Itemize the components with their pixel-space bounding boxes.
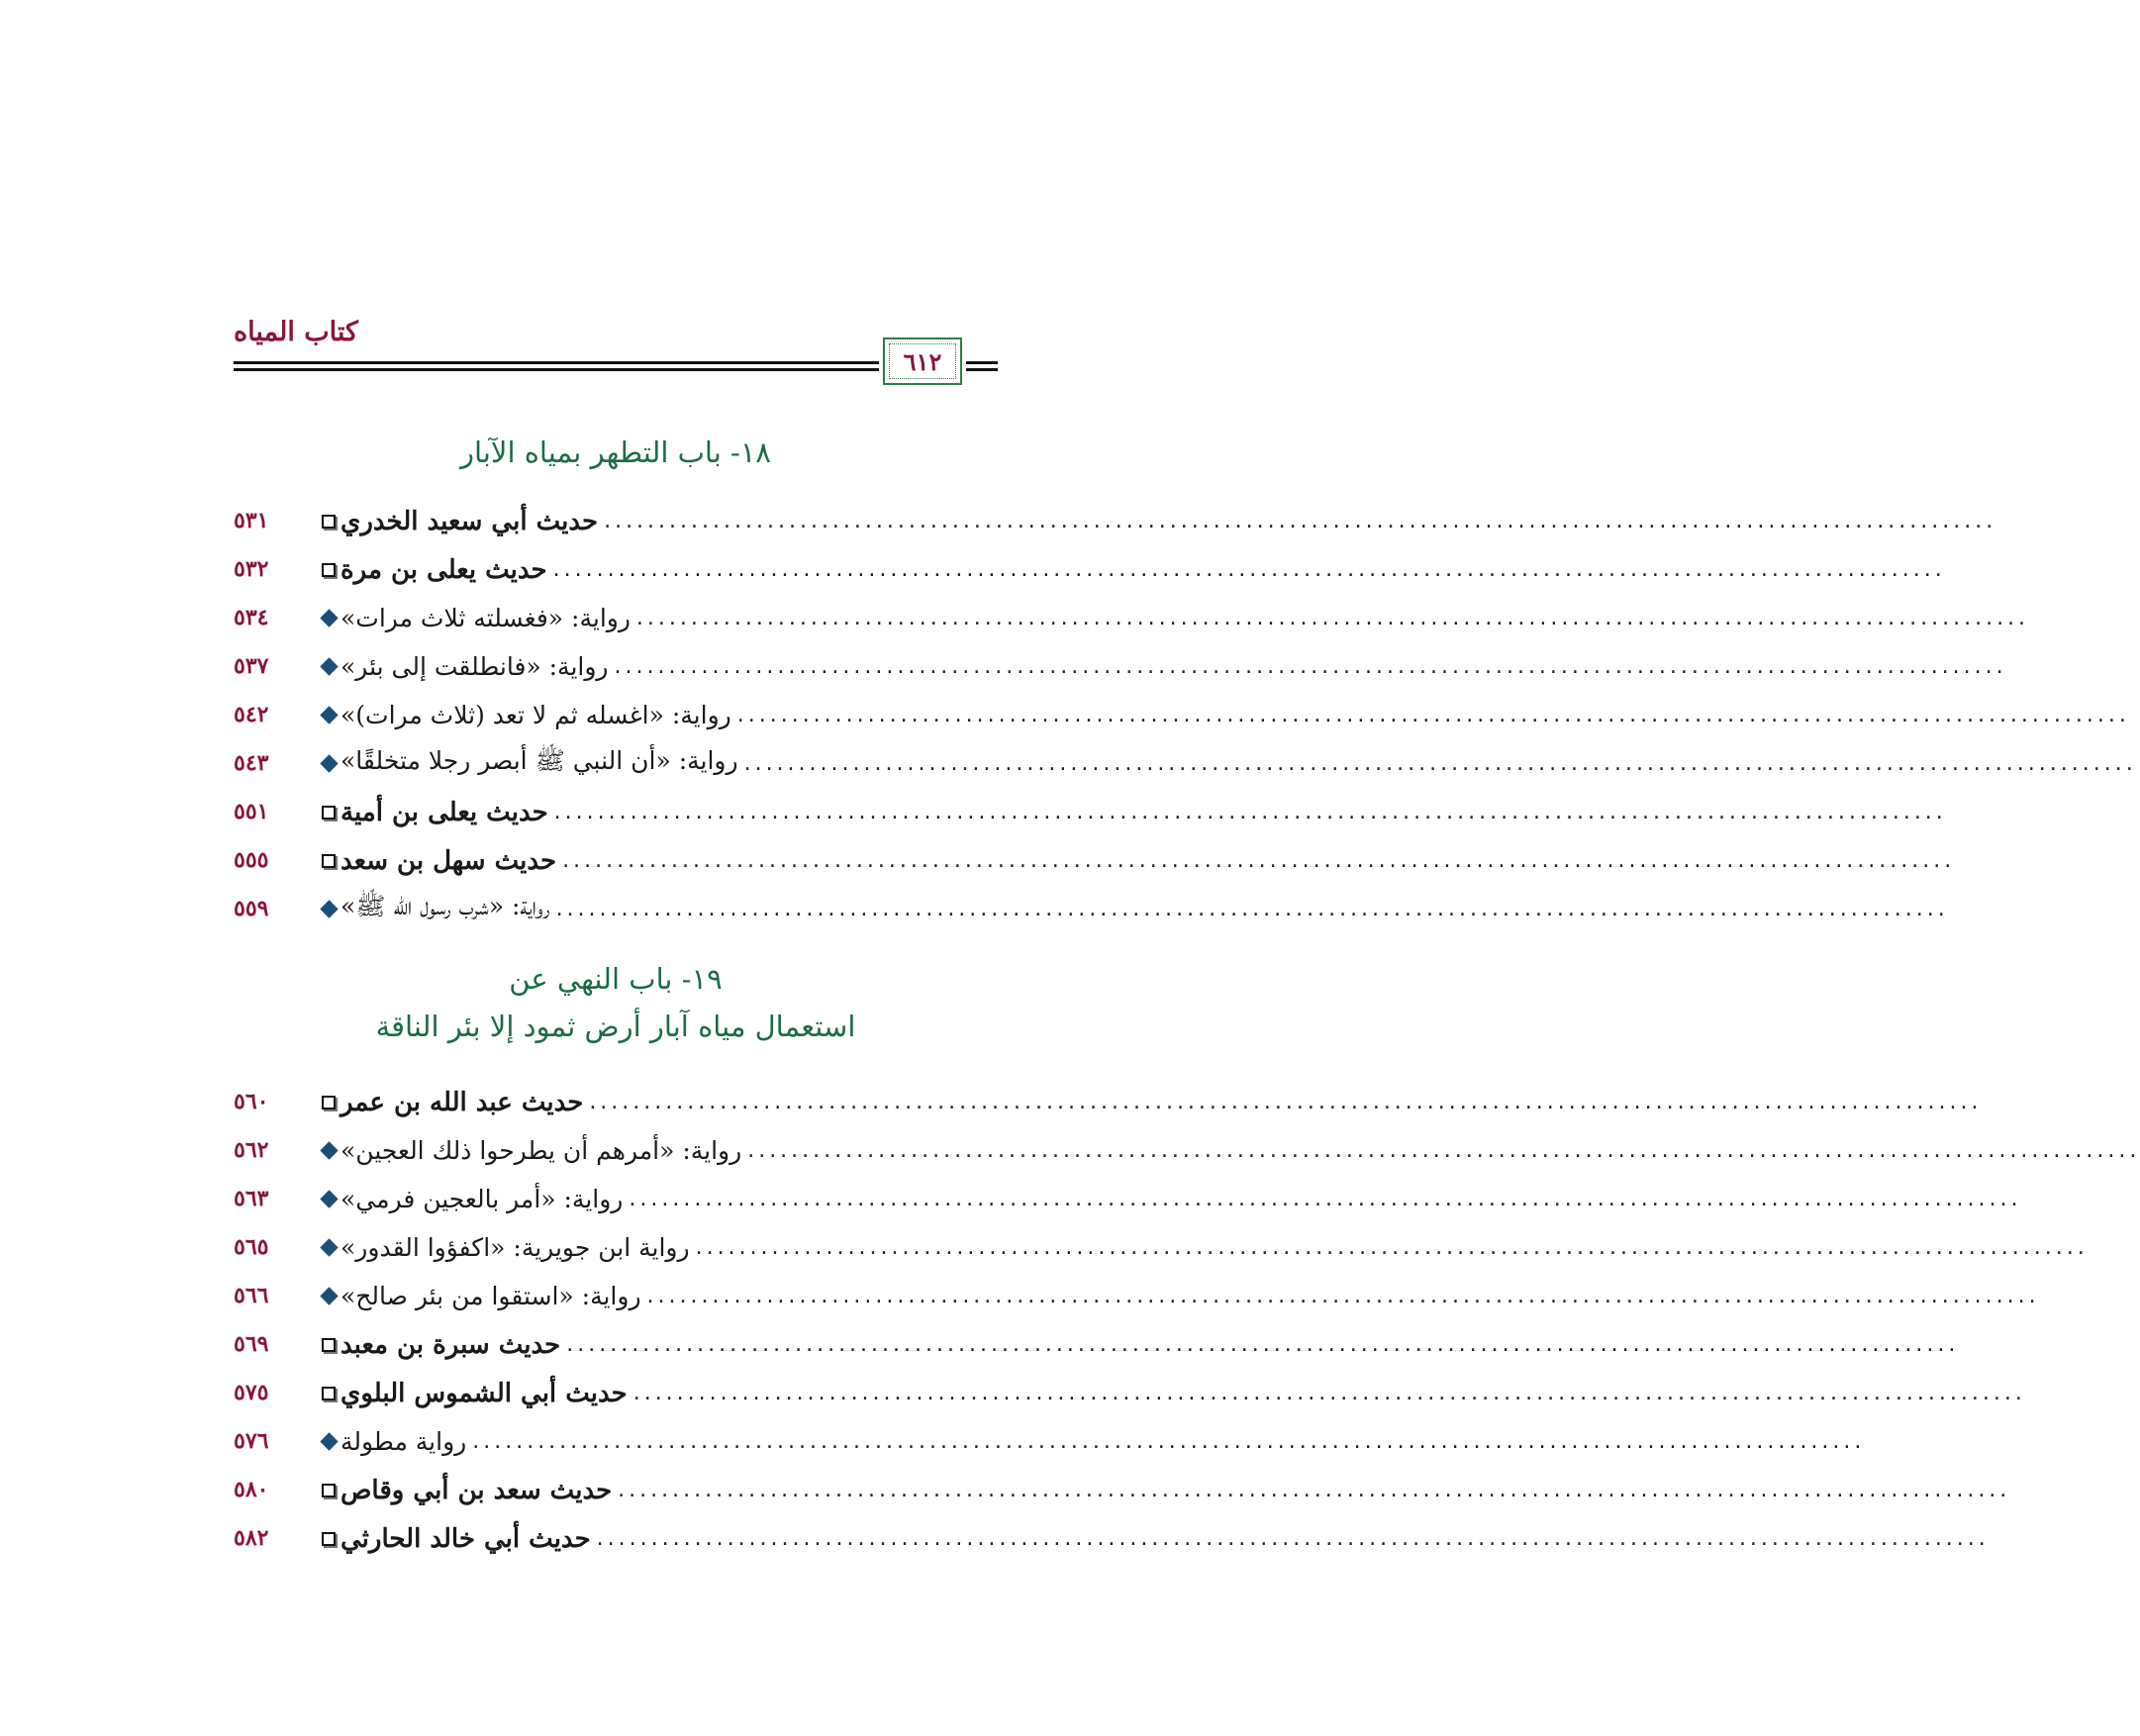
page-number-frame: [883, 338, 962, 385]
dot-leader: ................................................................................................................................: [743, 751, 2137, 776]
entry-text: [307, 836, 1956, 885]
dot-leader: ................................................................................................................................: [747, 1138, 2140, 1163]
toc-section-18: [234, 497, 2137, 933]
entry-text: [307, 1223, 2089, 1272]
entry-text: [307, 594, 2030, 642]
toc-entry: [234, 739, 2137, 788]
entry-text: [307, 1175, 2022, 1223]
toc-entry: [234, 642, 2007, 691]
riwaya-text: رواية: «أمرهم أن يطرحوا ذلك العجين»: [340, 1136, 742, 1165]
hadith-title: حديث سهل بن سعد: [340, 845, 557, 876]
toc-entry: [234, 1223, 2089, 1272]
entry-text: [307, 1466, 2011, 1514]
entry-page-number: ٥٥٩: [234, 896, 269, 921]
dot-leader: ................................................................................................................................: [614, 654, 2007, 679]
riwaya-text: رواية: «شرب رسول الله ﷺ»: [340, 892, 550, 920]
entry-text: [307, 545, 1946, 594]
dot-leader: ................................................................................................................................: [629, 1187, 2022, 1211]
dot-leader: ................................................................................................................................: [635, 606, 2030, 630]
entry-page-number: ٥٦٥: [234, 1234, 269, 1260]
dot-leader: ................................................................................................................................: [562, 848, 1956, 873]
hadith-title: حديث أبي خالد الحارثي: [340, 1523, 591, 1554]
toc-entry: [234, 836, 1956, 885]
dot-leader: ................................................................................................................................: [736, 703, 2130, 727]
entry-text: [307, 739, 2137, 788]
hadith-title: حديث أبي سعيد الخدري: [340, 506, 599, 536]
diamond-bullet-icon: [317, 1285, 340, 1308]
diamond-bullet-icon: [317, 1236, 340, 1260]
entry-page-number: ٥٦٣: [234, 1186, 269, 1211]
toc-entry: [234, 497, 1997, 545]
section-title: ١٨- باب التطهر بمياه الآبار: [460, 435, 771, 469]
toc-entry: [234, 1175, 2022, 1223]
section-title-line2: استعمال مياه آبار أرض ثمود إلا بئر الناقة: [375, 1010, 856, 1043]
header-rule: [966, 361, 998, 364]
dot-leader: ................................................................................................................................: [646, 1284, 2040, 1308]
entry-text: [307, 1272, 2040, 1320]
riwaya-text: رواية مطولة: [340, 1427, 467, 1456]
entry-text: [307, 885, 1949, 933]
dot-leader: ................................................................................................................................: [472, 1429, 1866, 1454]
hadith-title: حديث أبي الشموس البلوي: [340, 1378, 628, 1408]
dot-leader: ................................................................................................................................: [555, 897, 1949, 921]
hadith-title: حديث يعلى بن مرة: [340, 554, 547, 585]
dot-leader: ................................................................................................................................: [695, 1235, 2089, 1260]
dot-leader: ................................................................................................................................: [632, 1381, 2026, 1405]
riwaya-text: رواية: «أمر بالعجين فرمي»: [340, 1185, 624, 1213]
dot-leader: ................................................................................................................................: [566, 1332, 1960, 1357]
diamond-bullet-icon: [317, 1139, 340, 1163]
dot-leader: ................................................................................................................................: [589, 1090, 1983, 1114]
toc-entry: [234, 594, 2030, 642]
riwaya-text: رواية: «فغسلته ثلاث مرات»: [340, 604, 631, 632]
hadith-title: حديث سعد بن أبي وقاص: [340, 1475, 613, 1505]
entry-page-number: ٥٣١: [234, 508, 269, 533]
entry-text: [307, 1417, 1866, 1466]
book-title: كتاب المياه: [234, 317, 358, 347]
entry-page-number: ٥٦٢: [234, 1137, 269, 1163]
dot-leader: ................................................................................................................................: [553, 800, 1947, 824]
riwaya-text: رواية: «استقوا من بئر صالح»: [340, 1282, 641, 1310]
entry-text: [307, 691, 2130, 739]
toc-entry: [234, 1417, 1866, 1466]
checkbox-square-icon: [317, 1527, 340, 1551]
entry-page-number: ٥٥١: [234, 799, 269, 824]
entry-page-number: ٥٦٠: [234, 1089, 269, 1114]
checkbox-square-icon: [317, 558, 340, 582]
riwaya-text: رواية: «أن النبي ﷺ أبصر رجلا متخلقًا»: [340, 746, 738, 775]
toc-entry: [234, 788, 1947, 836]
dot-leader: ................................................................................................................................: [604, 509, 1997, 533]
toc-entry: [234, 1369, 2026, 1417]
entry-text: [307, 1320, 1960, 1369]
header-rule: [234, 361, 879, 364]
checkbox-square-icon: [317, 801, 340, 824]
toc-entry: [234, 691, 2130, 739]
toc-entry: [234, 1320, 1960, 1369]
diamond-bullet-icon: [317, 607, 340, 630]
diamond-bullet-icon: [317, 1188, 340, 1211]
toc-entry: [234, 885, 1949, 933]
riwaya-text: رواية: «اغسله ثم لا تعد (ثلاث مرات)»: [340, 701, 731, 729]
entry-page-number: ٥٧٥: [234, 1380, 269, 1405]
entry-page-number: ٥٦٩: [234, 1331, 269, 1357]
dot-leader: ................................................................................................................................: [618, 1478, 2011, 1502]
hadith-title: حديث يعلى بن أمية: [340, 797, 548, 827]
toc-section-19: [234, 1078, 2140, 1563]
diamond-bullet-icon: [317, 898, 340, 921]
entry-page-number: ٥٤٣: [234, 750, 269, 776]
riwaya-text: رواية ابن جويرية: «اكفؤوا القدور»: [340, 1233, 690, 1262]
diamond-bullet-icon: [317, 752, 340, 776]
page-number: ٦١٢: [903, 346, 942, 376]
toc-entry: [234, 1078, 1983, 1126]
entry-page-number: ٥٣٢: [234, 556, 269, 582]
toc-entry: [234, 1466, 2011, 1514]
checkbox-square-icon: [317, 1479, 340, 1502]
toc-entry: [234, 1126, 2140, 1175]
dot-leader: ................................................................................................................................: [552, 557, 1946, 582]
entry-text: [307, 1078, 1983, 1126]
hadith-title: حديث عبد الله بن عمر: [340, 1087, 584, 1117]
diamond-bullet-icon: [317, 704, 340, 727]
running-header: [234, 315, 998, 384]
entry-page-number: ٥٥٥: [234, 847, 269, 873]
entry-text: [307, 1514, 1990, 1563]
checkbox-square-icon: [317, 1382, 340, 1405]
checkbox-square-icon: [317, 1333, 340, 1357]
section-title-line1: ١٩- باب النهي عن: [509, 962, 723, 996]
diamond-bullet-icon: [317, 1430, 340, 1454]
entry-text: [307, 1369, 2026, 1417]
entry-page-number: ٥٤٢: [234, 702, 269, 727]
entry-page-number: ٥٨٠: [234, 1477, 269, 1502]
entry-text: [307, 497, 1997, 545]
checkbox-square-icon: [317, 849, 340, 873]
entry-page-number: ٥٧٦: [234, 1428, 269, 1454]
header-rule: [966, 368, 998, 371]
entry-page-number: ٥٣٤: [234, 605, 269, 630]
diamond-bullet-icon: [317, 655, 340, 679]
hadith-title: حديث سبرة بن معبد: [340, 1329, 561, 1360]
toc-entry: [234, 1272, 2040, 1320]
riwaya-text: رواية: «فانطلقت إلى بئر»: [340, 652, 609, 681]
entry-page-number: ٥٣٧: [234, 653, 269, 679]
dot-leader: ................................................................................................................................: [596, 1526, 1990, 1551]
checkbox-square-icon: [317, 510, 340, 533]
entry-page-number: ٥٦٦: [234, 1283, 269, 1308]
entry-text: [307, 1126, 2140, 1175]
entry-page-number: ٥٨٢: [234, 1525, 269, 1551]
toc-entry: [234, 545, 1946, 594]
header-rule: [234, 368, 879, 371]
toc-entry: [234, 1514, 1990, 1563]
entry-text: [307, 788, 1947, 836]
checkbox-square-icon: [317, 1091, 340, 1114]
entry-text: [307, 642, 2007, 691]
